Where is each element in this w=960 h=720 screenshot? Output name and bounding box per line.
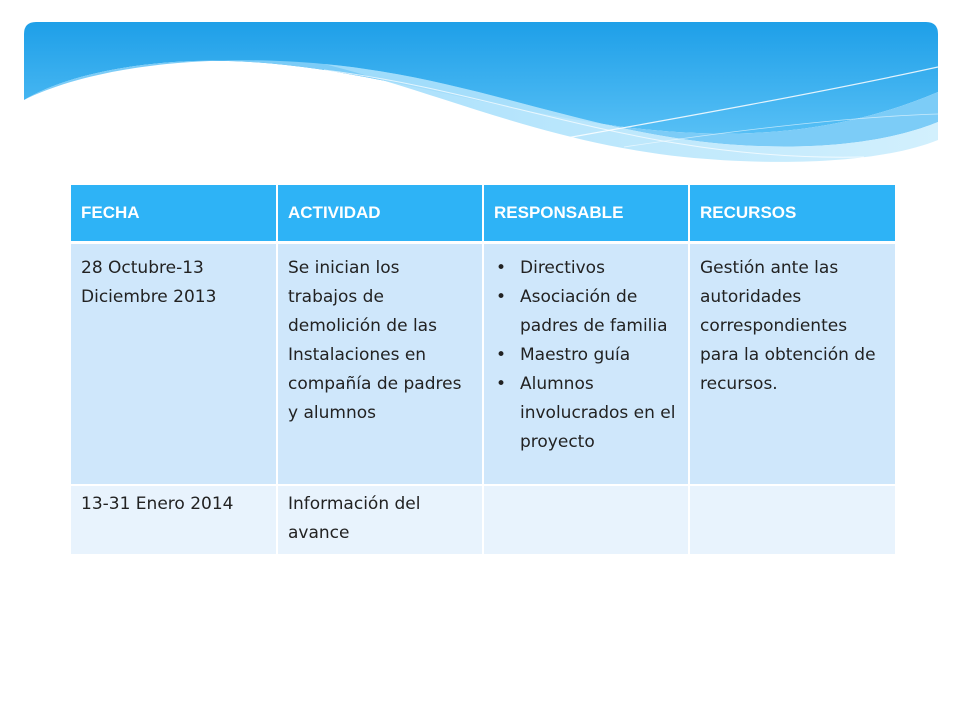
cell-fecha: 28 Octubre-13 Diciembre 2013: [71, 243, 277, 486]
cell-recursos: Gestión ante las autoridades correspondientes para la obtención de recursos.: [689, 243, 896, 486]
responsable-list: [494, 254, 678, 457]
cell-actividad: Se inician los trabajos de demolición de las Instalaciones en compañía de padres y alumnos: [277, 243, 483, 486]
list-item: • Asociación de padres de familia: [520, 283, 678, 341]
header-responsable: RESPONSABLE: [483, 185, 689, 243]
header-actividad: ACTIVIDAD: [277, 185, 483, 243]
list-item: • Maestro guía: [520, 341, 678, 370]
table-header-row: [71, 185, 896, 243]
cell-fecha: 13-31 Enero 2014: [71, 485, 277, 554]
header-fecha: FECHA: [71, 185, 277, 243]
cell-actividad: Información del avance: [277, 485, 483, 554]
header-recursos: RECURSOS: [689, 185, 896, 243]
cell-recursos: [689, 485, 896, 554]
list-item: • Alumnos involucrados en el proyecto: [520, 370, 678, 457]
table-row: [71, 243, 896, 486]
list-item: • Directivos: [520, 254, 678, 283]
cell-responsable: [483, 485, 689, 554]
cell-responsable: [483, 243, 689, 486]
decorative-wave-banner: [24, 22, 938, 182]
schedule-table: [71, 185, 897, 554]
table-row: [71, 485, 896, 554]
